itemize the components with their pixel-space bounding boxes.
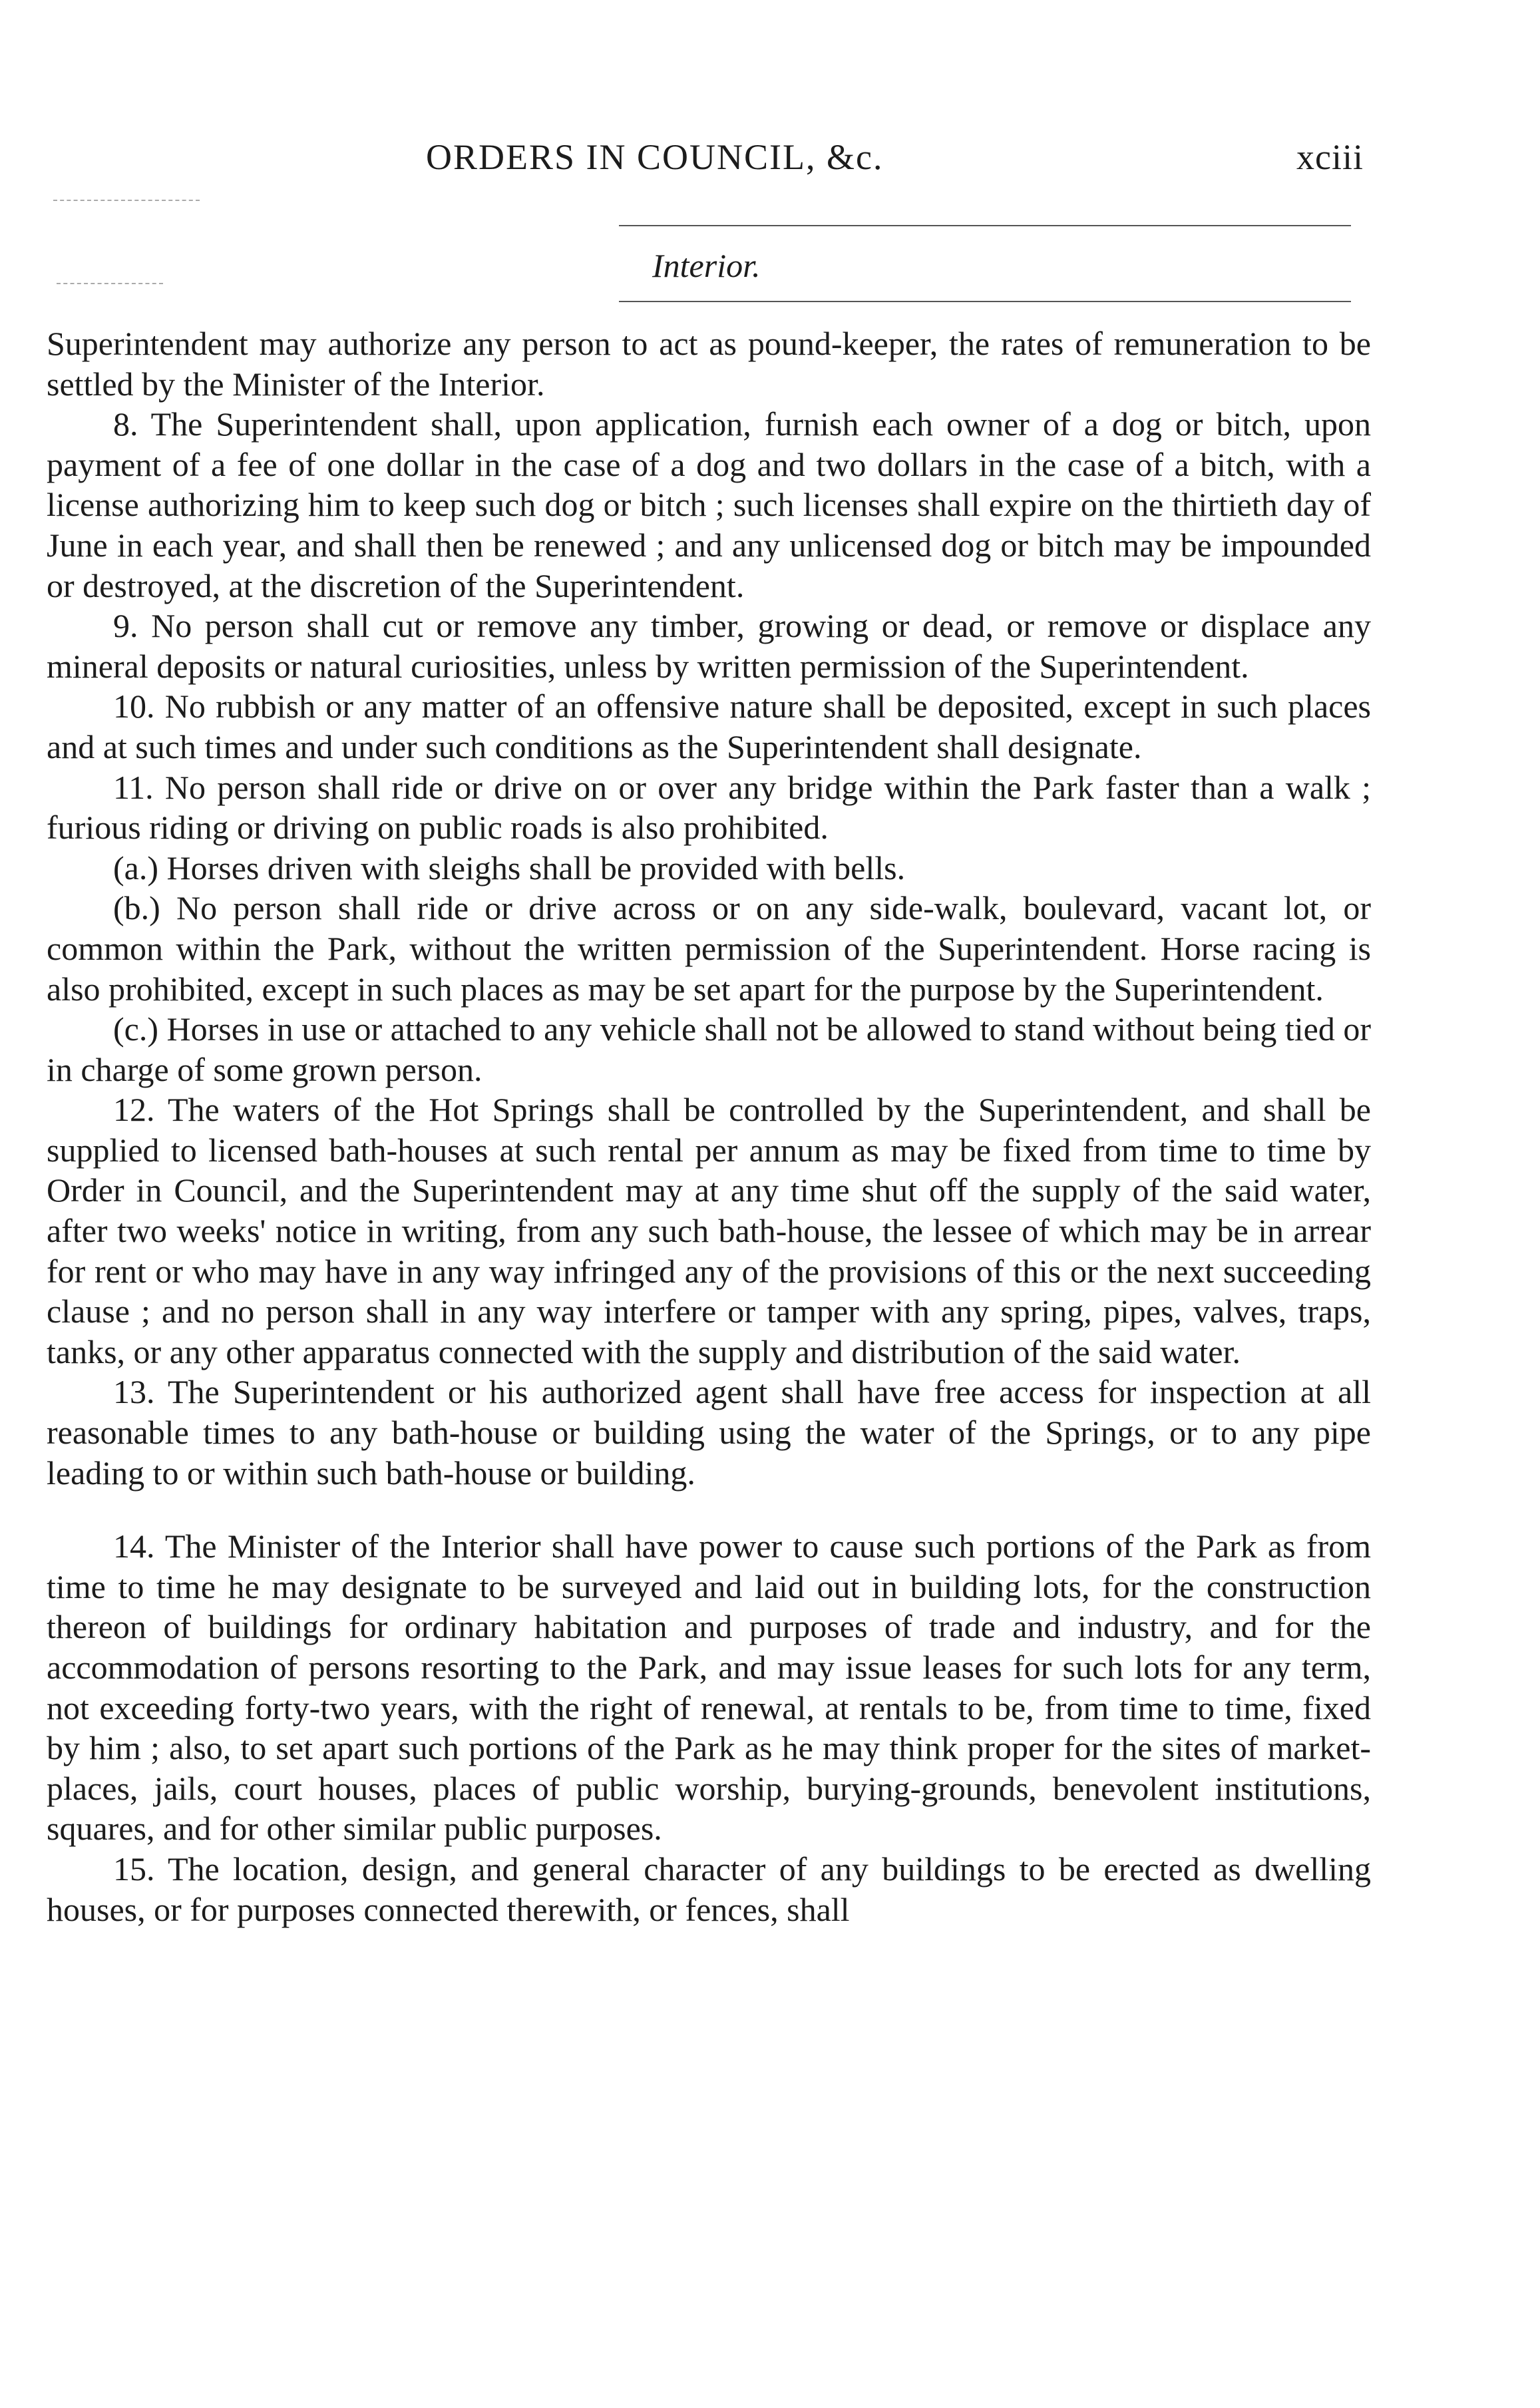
subclause-text: Horses driven with sleighs shall be provided with bells. xyxy=(166,849,906,887)
subclause-label: (a.) xyxy=(113,849,158,887)
clause-number: 11. xyxy=(113,768,154,806)
clause-12 xyxy=(47,1090,1371,1372)
clause-number: 10. xyxy=(113,688,155,725)
section-rule xyxy=(619,301,1351,302)
clause-number: 12. xyxy=(113,1091,155,1129)
clause-text: The Minister of the Interior shall have power to cause such portions of the Park as from time to time he may designate to be surveyed and laid out in building lots, for the construction thereon of buildings for ordinary habitation and purposes of trade and industry, and for the accommodation of persons resorting to the Park, and may issue leases for such lots for any term, not exceeding forty-two years, with the right of renewal, at rentals to be, from time to time, fixed by him ; also, to set apart such portions of the Park as he may think proper for the sites of market-places, jails, court houses, places of public worship, burying-grounds, benevolent institutions, squares, and for other similar public purposes. xyxy=(47,1527,1371,1848)
clause-text: No person shall ride or drive on or over any bridge within the Park faster than a walk ; furious riding or driving on public roads is also prohibited. xyxy=(47,768,1372,847)
clause-8 xyxy=(47,404,1371,606)
clause-text: The Superintendent shall, upon application, furnish each owner of a dog or bitch, upon payment of a fee of one dollar in the case of a dog and two dollars in the case of a bitch, with a license authorizing him to keep such dog or bitch ; such licenses shall expire on the thirtieth day of June in each year, and shall then be renewed ; and any unlicensed dog or bitch may be impounded or destroyed, at the discretion of the Superintendent. xyxy=(47,405,1371,604)
subclause-text: No person shall ride or drive across or on any side-walk, boulevard, vacant lot, or common within the Park, without the written permission of the Superintendent. Horse racing is also prohibited, except in such places as may be set apart for the purpose by the Superintendent. xyxy=(47,889,1371,1008)
clause-number: 9. xyxy=(113,607,138,645)
section-title: Interior. xyxy=(652,247,761,284)
clause-number: 13. xyxy=(113,1373,155,1411)
paragraph-text: Superintendent may authorize any person to act as pound-keeper, the rates of remuneration to be settled by the Minister of the Interior. xyxy=(47,325,1371,403)
clause-text: The location, design, and general character of any buildings to be erected as dwelling houses, or for purposes connected therewith, or fences, shall xyxy=(47,1850,1371,1928)
subclause-a xyxy=(47,848,1371,889)
clause-15 xyxy=(47,1849,1371,1929)
clause-13 xyxy=(47,1372,1371,1493)
margin-smudge xyxy=(53,200,200,201)
header-rule xyxy=(619,225,1351,226)
margin-smudge xyxy=(57,283,163,284)
body-text xyxy=(47,323,1371,1929)
clause-14 xyxy=(47,1526,1371,1849)
clause-number: 15. xyxy=(113,1850,155,1888)
clause-9 xyxy=(47,606,1371,686)
clause-text: No person shall cut or remove any timber, growing or dead, or remove or displace any mineral deposits or natural curiosities, unless by written permission of the Superintendent. xyxy=(47,607,1372,685)
clause-number: 14. xyxy=(113,1527,155,1565)
subclause-label: (c.) xyxy=(113,1010,158,1048)
subclause-text: Horses in use or attached to any vehicle shall not be allowed to stand without being tied or in charge of some grown person. xyxy=(47,1010,1371,1088)
clause-10 xyxy=(47,686,1371,767)
paragraph-continued xyxy=(47,323,1371,404)
page-number: xciii xyxy=(1296,137,1364,177)
clause-number: 8. xyxy=(113,405,138,443)
running-title: ORDERS IN COUNCIL, &c. xyxy=(426,137,884,177)
clause-text: The waters of the Hot Springs shall be controlled by the Superintendent, and shall be supplied to licensed bath-houses at such rental per annum as may be fixed from time to time by Order in Council, and the Superintendent may at any time shut off the supply of the said water, after two weeks' notice in writing, from any such bath-house, the lessee of which may be in arrear for rent or who may have in any way infringed any of the provisions of this or the next succeeding clause ; and no person shall in any way interfere or tamper with any spring, pipes, valves, traps, tanks, or any other apparatus connected with the supply and distribution of the said water. xyxy=(47,1091,1371,1370)
clause-11 xyxy=(47,767,1371,848)
clause-text: The Superintendent or his authorized agent shall have free access for inspection at all reasonable times to any bath-house or building using the water of the Springs, or to any pipe leading to or within such bath-house or building. xyxy=(47,1373,1371,1492)
paragraph-gap xyxy=(47,1493,1371,1526)
subclause-b xyxy=(47,888,1371,1009)
clause-text: No rubbish or any matter of an offensive nature shall be deposited, except in such places and at such times and under such conditions as the Superintendent shall designate. xyxy=(47,688,1371,765)
subclause-c xyxy=(47,1009,1371,1090)
subclause-label: (b.) xyxy=(113,889,160,927)
